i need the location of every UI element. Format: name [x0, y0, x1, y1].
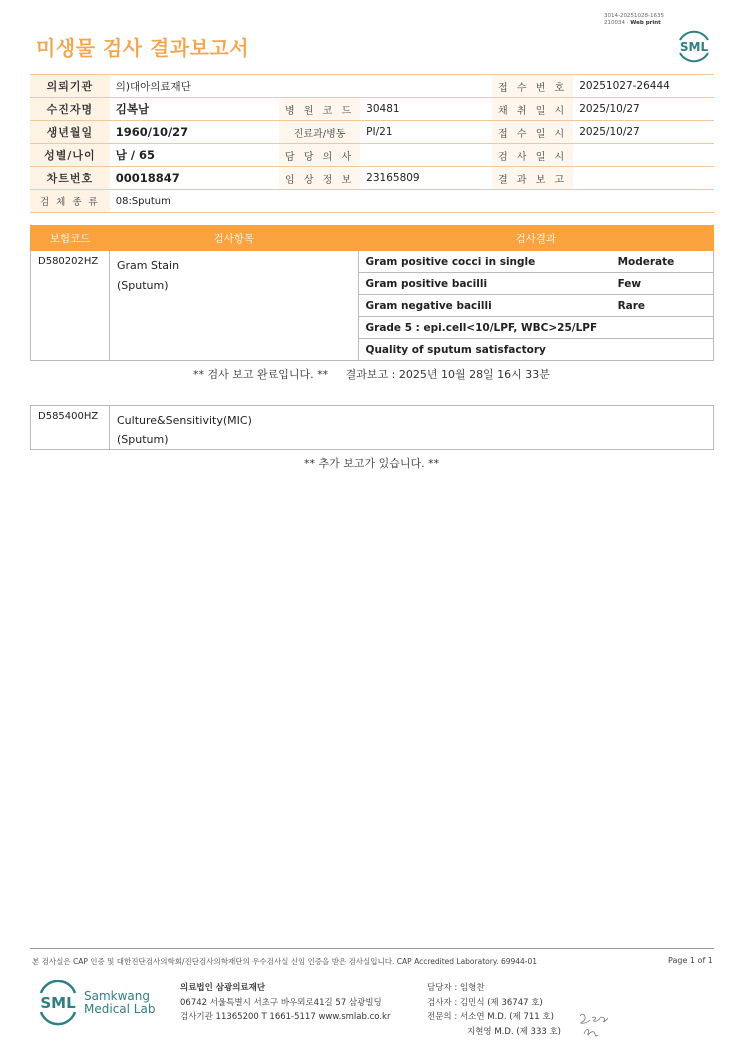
staff-specialist-1: 전문의 : 서소연 M.D. (제 711 호): [427, 1012, 554, 1022]
page-title: 미생물 검사 결과보고서: [36, 36, 250, 60]
test-date-value: [573, 144, 714, 167]
test2-specimen: (Sputum): [116, 433, 169, 446]
birthdate-value: 1960/10/27: [110, 121, 279, 144]
specimen-type-value: 08:Sputum: [110, 190, 714, 213]
finding-2: Gram positive bacilli: [358, 273, 611, 295]
logo-name-line-2: Medical Lab: [84, 1002, 156, 1016]
label-collection-date: 채 취 일 시: [492, 98, 573, 121]
patient-info-table: [30, 74, 714, 213]
staff-specialist-2: 지현영 M.D. (제 333 호): [467, 1026, 562, 1037]
hospital-code-value: 30481: [360, 98, 492, 121]
grade-1: Moderate: [611, 251, 714, 273]
accession-value: 20251027-26444: [573, 75, 714, 98]
finding-3: Gram negative bacilli: [358, 295, 611, 317]
patient-name-value: 김복남: [110, 98, 279, 121]
label-clinical-info: 임 상 정 보: [279, 167, 360, 190]
cap-accreditation-text: 본 검사실은 CAP 인증 및 대한진단검사의학회/진단검사의학재단의 우수검사실 신임 인증을 받은 검사실입니다. CAP Accredited Laboratory. 69944-01: [32, 957, 538, 966]
label-chart-number: 차트번호: [30, 167, 110, 190]
header-test-item: 검사항목: [109, 226, 358, 251]
footer-divider: [30, 948, 714, 949]
patient-row: [30, 167, 714, 190]
label-physician: 담 당 의 사: [279, 144, 360, 167]
footer-sml-logo-icon: [36, 980, 80, 1026]
web-print-label: Web print: [630, 20, 661, 26]
patient-row: [30, 98, 714, 121]
label-accession: 접 수 번 호: [492, 75, 573, 98]
sml-logo-icon: [674, 26, 714, 66]
label-specimen-type: 검 체 종 류: [30, 190, 110, 213]
institution-address: 06742 서울특별시 서초구 바우뫼로41길 57 삼광빌딩: [180, 997, 382, 1008]
label-result-report: 결 과 보 고: [492, 167, 573, 190]
logo-text: SML: [679, 40, 709, 54]
header-insurance-code: 보험코드: [31, 226, 110, 251]
document-code: 3014-20251028-1635 210034 · Web print: [604, 13, 664, 26]
test1-code: D580202HZ: [31, 251, 110, 361]
test1-name-cell: [109, 251, 358, 361]
logo-name-line-1: Samkwang: [84, 989, 150, 1003]
department-value: PI/21: [360, 121, 492, 144]
test1-report-time: 결과보고 : 2025년 10월 28일 16시 33분: [345, 368, 550, 381]
grade-3: Rare: [611, 295, 714, 317]
finding-1: Gram positive cocci in single: [358, 251, 611, 273]
label-hospital-code: 병 원 코 드: [279, 98, 360, 121]
page-number: Page 1 of 1: [668, 956, 713, 965]
staff-manager: 담당자 : 임형찬: [427, 983, 485, 993]
institution-contact: 검사기관 11365200 T 1661-5117 www.smlab.co.kr: [180, 1012, 391, 1022]
label-birthdate: 생년월일: [30, 121, 110, 144]
test1-name: Gram Stain: [116, 259, 180, 272]
table-row: [31, 251, 714, 273]
staff-info: [427, 981, 561, 1039]
label-sex-age: 성별/나이: [30, 144, 110, 167]
finding-5: Quality of sputum satisfactory: [358, 339, 713, 361]
table-row: [31, 406, 714, 450]
signature-icon: [576, 1008, 616, 1042]
test2-note: ** 추가 보고가 있습니다. **: [304, 457, 440, 470]
chart-number-value: 00018847: [110, 167, 279, 190]
patient-row: [30, 121, 714, 144]
label-test-date: 검 사 일 시: [492, 144, 573, 167]
test1-specimen: (Sputum): [116, 279, 169, 292]
grade-2: Few: [611, 273, 714, 295]
footer-logo-text: SML: [40, 994, 76, 1012]
physician-value: [360, 144, 492, 167]
patient-row: [30, 190, 714, 213]
test1-complete-note: ** 검사 보고 완료입니다. **: [193, 368, 329, 381]
patient-row: [30, 75, 714, 98]
test1-note: [193, 366, 550, 382]
label-requester: 의뢰기관: [30, 75, 110, 98]
clinical-info-value: 23165809: [360, 167, 492, 190]
finding-4: Grade 5 : epi.cell<10/LPF, WBC>25/LPF: [358, 317, 713, 339]
label-received-date: 접 수 일 시: [492, 121, 573, 144]
label-patient-name: 수진자명: [30, 98, 110, 121]
test2-name-cell: [109, 406, 713, 450]
doc-code-line-1: 3014-20251028-1635: [604, 13, 664, 19]
results-header-row: [31, 226, 714, 251]
test2-name: Culture&Sensitivity(MIC): [116, 414, 252, 427]
doc-code-line-2: 210034: [604, 20, 625, 26]
staff-tester: 검사자 : 김민식 (제 36747 호): [427, 997, 543, 1008]
institution-info: [180, 981, 390, 1025]
received-date-value: 2025/10/27: [573, 121, 714, 144]
test2-code: D585400HZ: [31, 406, 110, 450]
label-department: 진료과/병동: [279, 121, 360, 144]
collection-date-value: 2025/10/27: [573, 98, 714, 121]
result-report-value: [573, 167, 714, 190]
sex-age-value: 남 / 65: [110, 144, 279, 167]
gram-stain-results-table: [30, 225, 714, 361]
header-test-result: 검사결과: [358, 226, 713, 251]
culture-results-table: [30, 405, 714, 450]
institution-name: 의료법인 삼광의료재단: [180, 983, 266, 993]
patient-row: [30, 144, 714, 167]
requester-value: 의)대아의료재단: [110, 75, 492, 98]
